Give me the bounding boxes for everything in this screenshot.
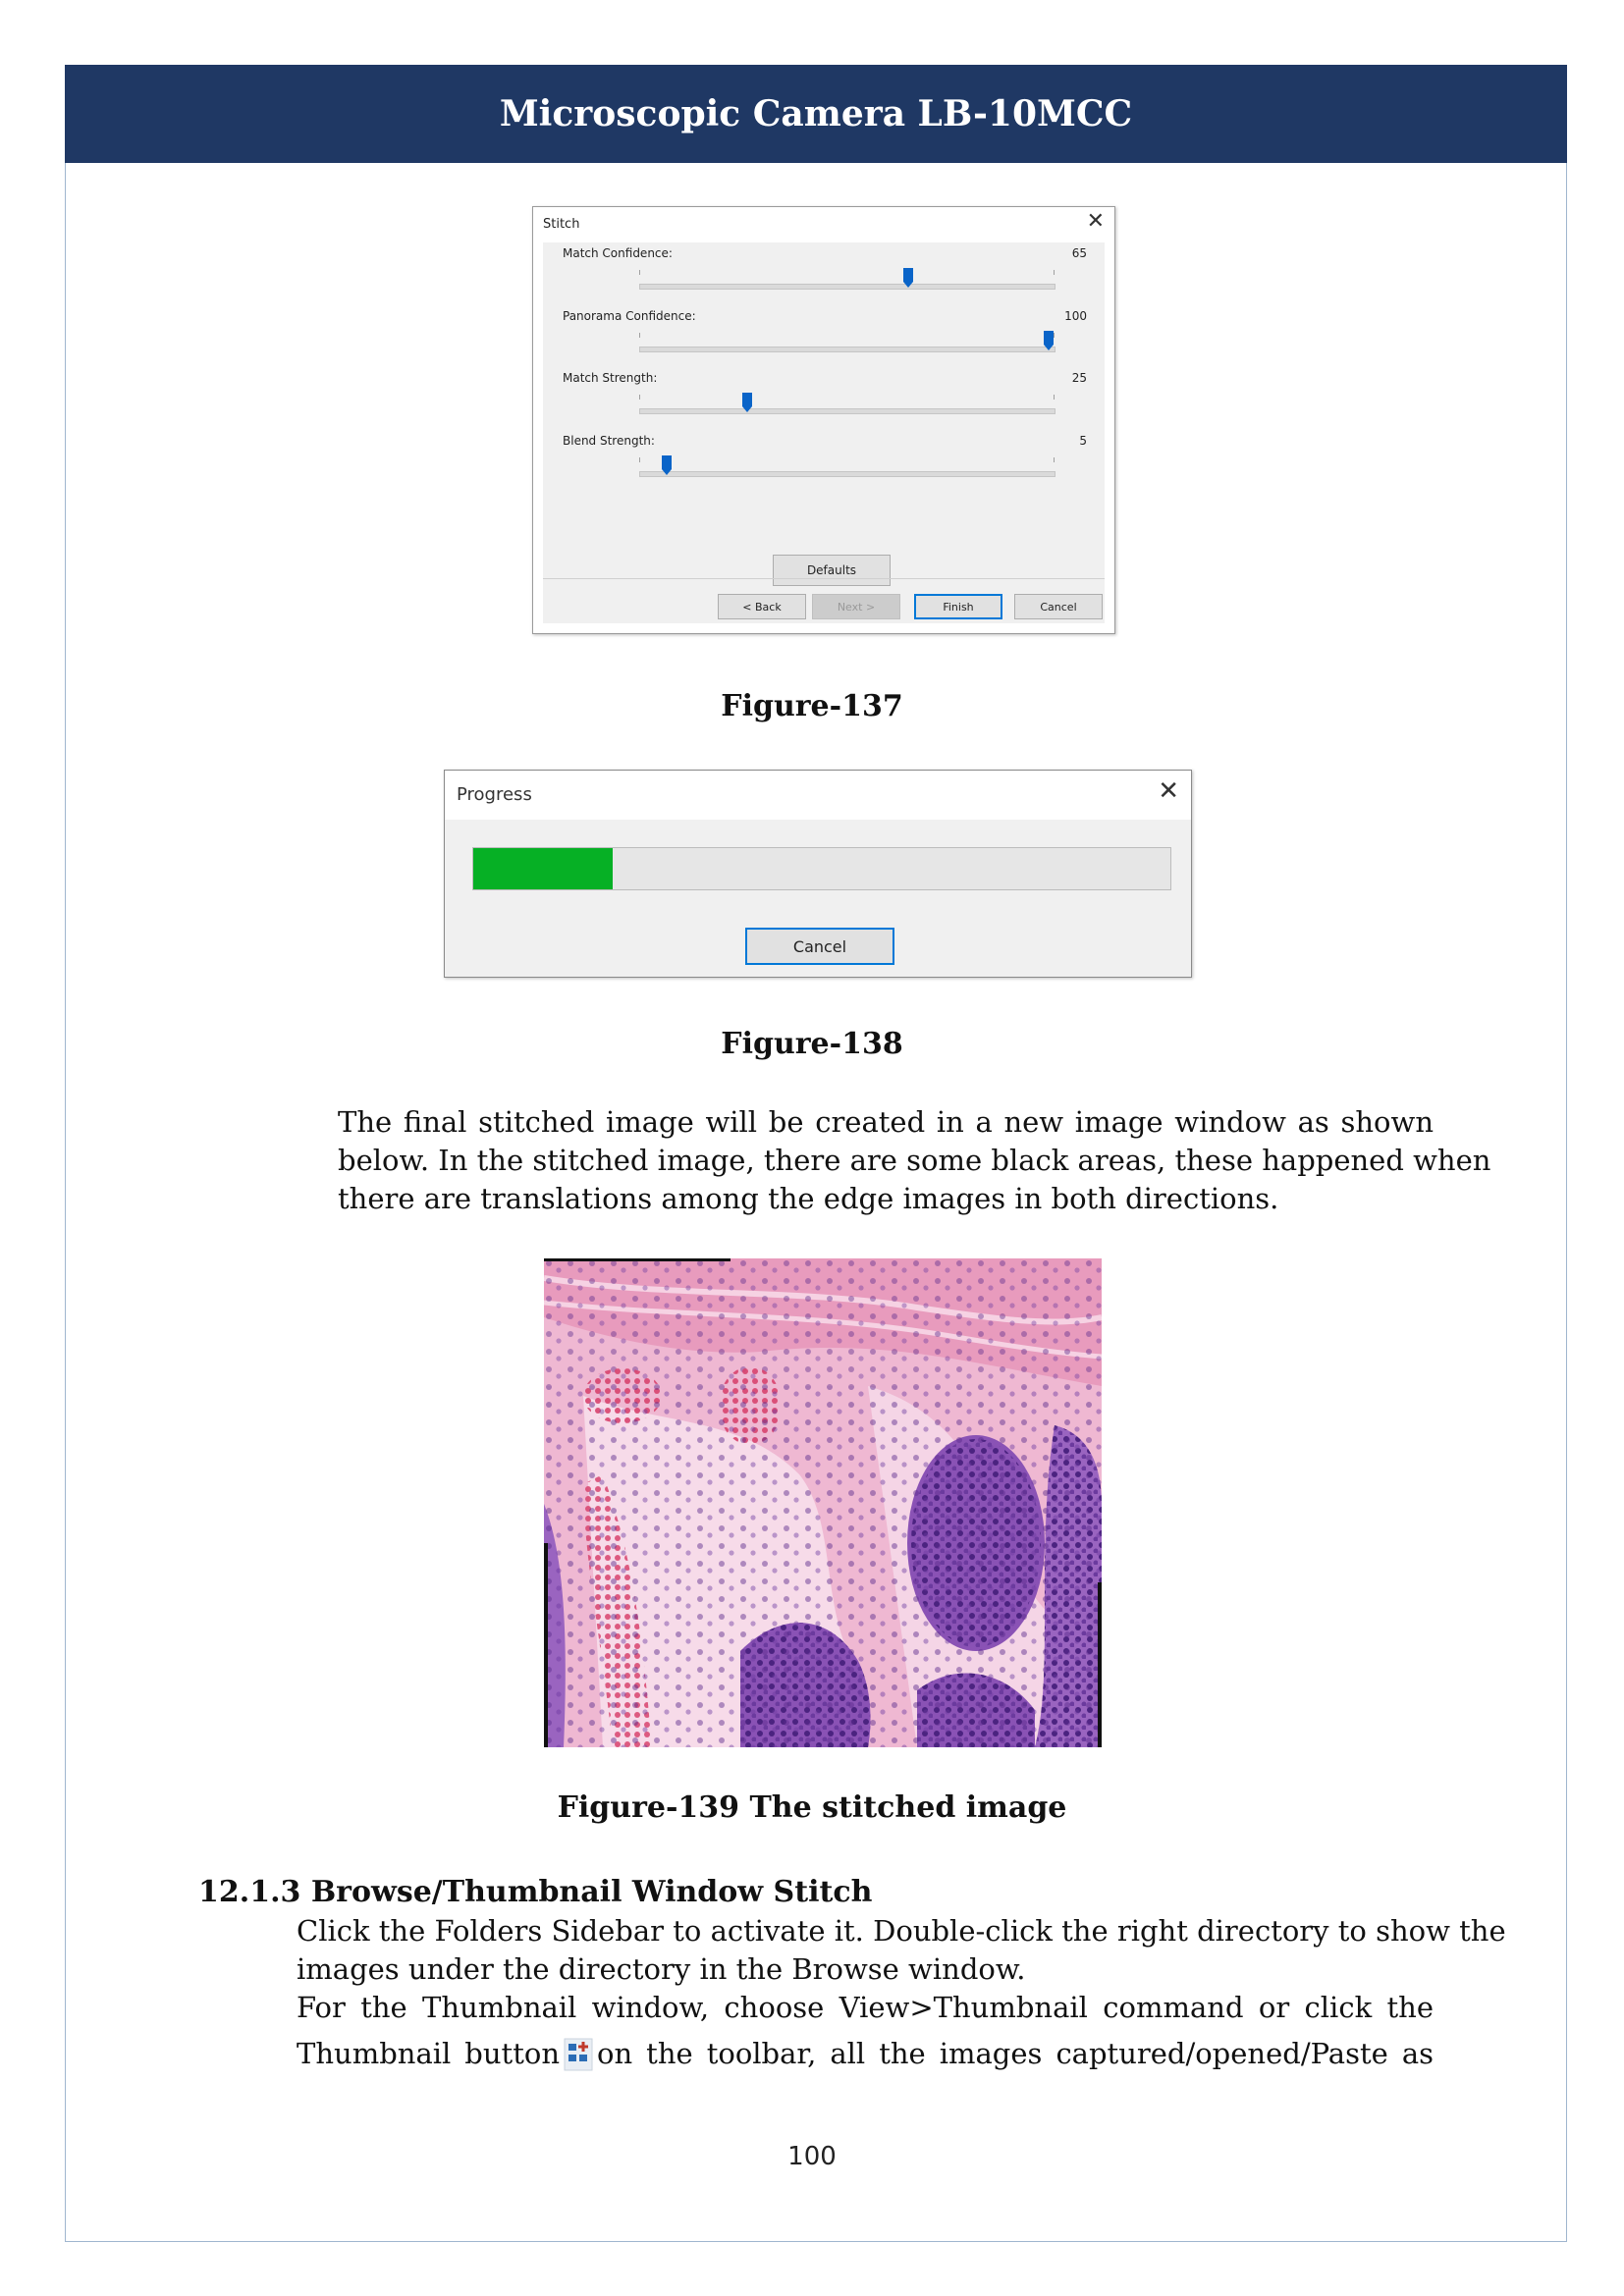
progress-body bbox=[445, 820, 1191, 977]
progress-cancel-button[interactable]: Cancel bbox=[745, 928, 894, 965]
slider-tick bbox=[639, 395, 640, 400]
next-button[interactable]: Next > bbox=[812, 594, 900, 619]
slider-value: 100 bbox=[1064, 309, 1087, 323]
slider-track[interactable] bbox=[639, 471, 1056, 477]
slider-thumb[interactable] bbox=[902, 267, 914, 289]
page-number: 100 bbox=[787, 2142, 837, 2171]
slider-label: Panorama Confidence: bbox=[563, 309, 696, 323]
stitch-dialog bbox=[532, 206, 1115, 634]
paragraph-line-with-icon bbox=[297, 2035, 1434, 2073]
slider-thumb[interactable] bbox=[661, 454, 673, 476]
paragraph-line: The final stitched image will be created in a new image window as shown bbox=[338, 1105, 1434, 1139]
paragraph-text: Thumbnail button bbox=[297, 2037, 560, 2070]
paragraph-line: images under the directory in the Browse window. bbox=[297, 1952, 1026, 1986]
close-icon[interactable]: ✕ bbox=[1158, 776, 1179, 806]
section-paragraph bbox=[297, 1912, 1506, 2073]
figure-caption-138: Figure-138 bbox=[721, 1027, 903, 1061]
slider-track[interactable] bbox=[639, 284, 1056, 290]
finish-button[interactable]: Finish bbox=[914, 594, 1002, 619]
defaults-button[interactable]: Defaults bbox=[773, 555, 891, 586]
slider-match-confidence bbox=[543, 242, 1105, 303]
slider-tick bbox=[639, 270, 640, 275]
paragraph-text: on the toolbar, all the images captured/opened/Paste as bbox=[597, 2037, 1434, 2070]
slider-tick bbox=[1054, 395, 1055, 400]
slider-tick bbox=[1054, 457, 1055, 462]
progress-fill bbox=[473, 848, 613, 889]
slider-value: 5 bbox=[1079, 434, 1087, 448]
page-header bbox=[65, 65, 1567, 163]
slider-value: 25 bbox=[1071, 371, 1087, 385]
slider-tick bbox=[639, 457, 640, 462]
stitch-body bbox=[543, 242, 1105, 623]
figure-caption-137: Figure-137 bbox=[721, 689, 903, 723]
back-button[interactable]: < Back bbox=[718, 594, 806, 619]
progress-dialog bbox=[444, 770, 1192, 978]
paragraph-line: below. In the stitched image, there are some black areas, these happened when bbox=[338, 1144, 1491, 1177]
paragraph-line: Click the Folders Sidebar to activate it. Double-click the right directory to show the bbox=[297, 1914, 1506, 1948]
stitch-titlebar bbox=[533, 207, 1114, 240]
thumbnail-icon bbox=[564, 2038, 593, 2071]
paragraph-line: there are translations among the edge images in both directions. bbox=[338, 1182, 1279, 1215]
close-icon[interactable]: ✕ bbox=[1086, 209, 1105, 234]
stitched-image bbox=[544, 1258, 1102, 1747]
progress-title: Progress bbox=[457, 784, 532, 805]
body-paragraph bbox=[338, 1103, 1491, 1218]
slider-thumb[interactable] bbox=[741, 392, 753, 413]
header-title: Microscopic Camera LB-10MCC bbox=[499, 93, 1133, 134]
slider-track[interactable] bbox=[639, 347, 1056, 352]
paragraph-line: For the Thumbnail window, choose View>Thumbnail command or click the bbox=[297, 1991, 1434, 2024]
slider-panorama-confidence bbox=[543, 305, 1105, 366]
slider-label: Match Confidence: bbox=[563, 246, 673, 260]
slider-thumb[interactable] bbox=[1043, 330, 1055, 351]
slider-blend-strength bbox=[543, 430, 1105, 491]
dialog-separator bbox=[543, 578, 1105, 579]
section-heading: 12.1.3 Browse/Thumbnail Window Stitch bbox=[198, 1875, 873, 1909]
figure-caption-139: Figure-139 The stitched image bbox=[557, 1790, 1067, 1825]
slider-track[interactable] bbox=[639, 408, 1056, 414]
slider-tick bbox=[639, 333, 640, 338]
stitch-title: Stitch bbox=[543, 217, 580, 232]
slider-label: Blend Strength: bbox=[563, 434, 655, 448]
slider-match-strength bbox=[543, 367, 1105, 428]
cancel-button[interactable]: Cancel bbox=[1014, 594, 1103, 619]
slider-label: Match Strength: bbox=[563, 371, 658, 385]
progress-bar bbox=[472, 847, 1171, 890]
slider-value: 65 bbox=[1071, 246, 1087, 260]
slider-tick bbox=[1054, 270, 1055, 275]
